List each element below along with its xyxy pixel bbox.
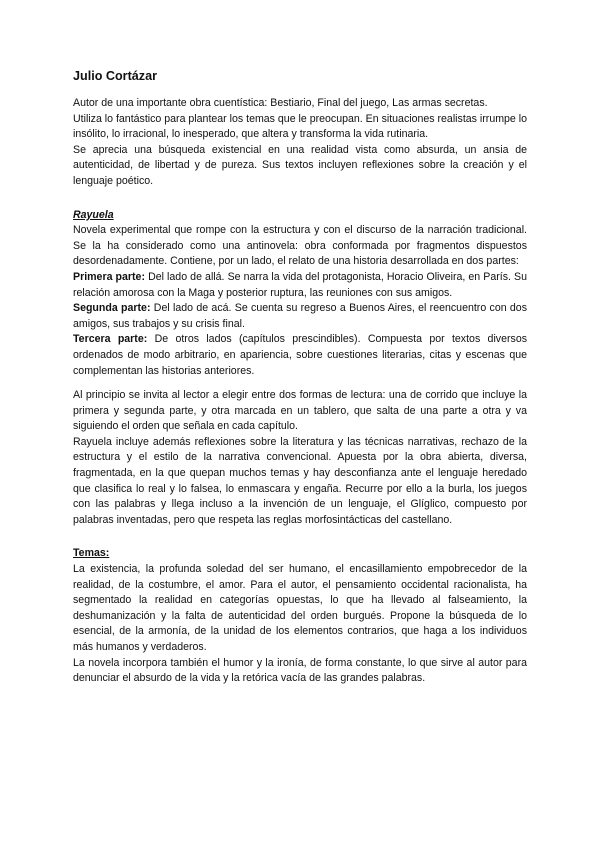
part-text: De otros lados (capítulos prescindibles). Compuesta por textos diversos ordenados de modo arbitrario, en apariencia, sobre cuestiones literarias, citas y escenas que complementan las historias anteriores. — [73, 333, 528, 377]
part-paragraph — [73, 301, 527, 332]
part-label: Segunda parte: — [73, 302, 151, 315]
part-paragraph — [73, 270, 527, 301]
section-heading-temas: Temas: — [73, 547, 110, 560]
document-page — [73, 68, 527, 687]
part-paragraph — [73, 332, 527, 379]
temas-paragraph: La existencia, la profunda soledad del ser humano, el encasillamiento empobrecedor de la realidad, de la costumbre, el amor. Para el autor, el pensamiento occidental racionalista, ha segmentado la realidad en categorías opuestas, lo que ha llevado al falseamiento, la deshumanización y la falta de autenticidad del orden burgués. Propone la búsqueda de lo esencial, de la armonía, de la unidad de los elementos contrarios, que haga a los individuos más humanos y verdaderos. — [73, 563, 527, 653]
intro-paragraph: Autor de una importante obra cuentística: Bestiario, Final del juego, Las armas secretas. — [73, 97, 488, 109]
part-label: Primera parte: — [73, 270, 145, 283]
intro-paragraph: Se aprecia una búsqueda existencial en una realidad vista como absurda, un ansia de autenticidad, de libertad y de pureza. Sus textos incluyen reflexiones sobre la creación y el lenguaje poético. — [73, 143, 527, 187]
rayuela-description: Novela experimental que rompe con la estructura y con el discurso de la narración tradicional. Se la ha considerado como una antinovela: obra conformada por fragmentos dispuestos desordenadamente. Contiene, por un lado, el relato de una historia desarrollada en dos partes: — [73, 224, 527, 268]
intro-section — [73, 96, 527, 190]
intro-paragraph: Utiliza lo fantástico para plantear los temas que le preocupan. En situaciones realistas irrumpe lo insólito, lo irracional, lo inesperado, que altera y transforma la vida rutinaria. — [73, 112, 528, 141]
section-heading-rayuela: Rayuela — [73, 208, 114, 221]
temas-paragraph: La novela incorpora también el humor y la ironía, de forma constante, lo que sirve al autor para denunciar el absurdo de la vida y la retórica vacía de las grandes palabras. — [73, 656, 527, 685]
reading-paragraph: Al principio se invita al lector a elegir entre dos formas de lectura: una de corrido que incluye la primera y segunda parte, y otra marcada en un tablero, que salta de una parte a otra y va siguiendo el orden que señala en cada capítulo. — [73, 389, 527, 433]
part-text: Del lado de allá. Se narra la vida del protagonista, Horacio Oliveira, en París. Su relación amorosa con la Maga y posterior ruptura, las reuniones con sus amigos. — [73, 270, 527, 299]
part-text: Del lado de acá. Se cuenta su regreso a Buenos Aires, el reencuentro con dos amigos, sus trabajos y su crisis final. — [73, 302, 527, 330]
rayuela-section — [73, 208, 527, 529]
temas-section — [73, 546, 527, 686]
page-title: Julio Cortázar — [73, 69, 157, 83]
part-label: Tercera parte: — [73, 333, 148, 346]
reflections-paragraph: Rayuela incluye además reflexiones sobre la literatura y las técnicas narrativas, rechazo de la estructura y el estilo de la narrativa convencional. Apuesta por la obra abierta, diversa, fragmentada, en la que quepan muchos temas y hay desconfianza ante el lenguaje heredado que clasifica lo real y lo falsea, lo enmascara y engaña. Recurre por ello a la burla, los juegos con las palabras y llega incluso a la invención de un lenguaje, el Glíglico, compuesto por palabras inventadas, pero que respeta las reglas morfosintácticas del castellano. — [73, 435, 527, 526]
